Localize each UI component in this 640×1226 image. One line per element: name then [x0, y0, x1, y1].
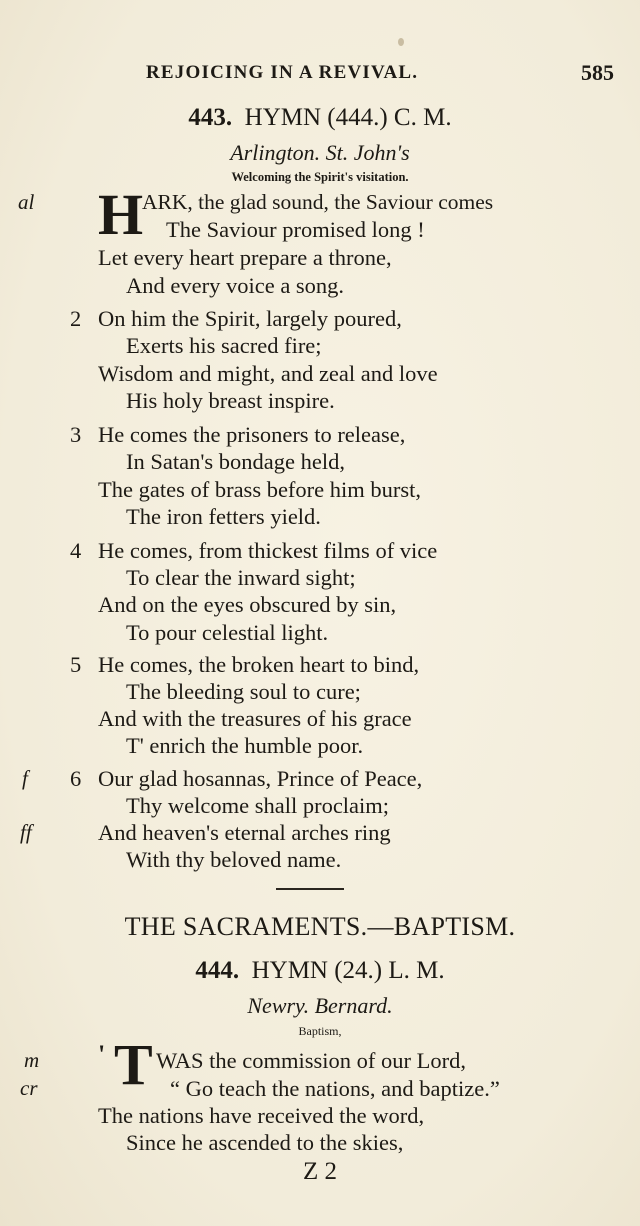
verse-line: To pour celestial light. [126, 620, 329, 645]
verse-line: He comes the prisoners to release, [98, 422, 406, 447]
hymn-443-dropcap: H [98, 182, 144, 247]
margin-mark-ff: ff [20, 820, 32, 844]
section-divider [276, 888, 344, 890]
hymn-444-dropcap: T [114, 1032, 153, 1097]
verse-line: T' enrich the humble poor. [126, 733, 364, 758]
hymn-443-number: 443. [188, 104, 233, 131]
verse-line: And with the treasures of his grace [98, 706, 412, 731]
verse-line: Our glad hosannas, Prince of Peace, [98, 766, 423, 791]
verse-line: With thy beloved name. [126, 847, 342, 872]
hymn-443-subject: Welcoming the Spirit's visitation. [231, 170, 409, 184]
hymn-444-subject: Baptism, [298, 1024, 342, 1038]
hymn-444-header [0, 957, 640, 985]
section-heading: THE SACRAMENTS.—BAPTISM. [124, 912, 516, 941]
verse-line: Let every heart prepare a throne, [98, 245, 392, 270]
signature-mark: Z 2 [302, 1158, 338, 1185]
running-head: REJOICING IN A REVIVAL. [146, 62, 419, 83]
verse-line: ARK, the glad sound, the Saviour comes [142, 190, 494, 214]
verse-line: The Saviour promised long ! [166, 217, 425, 242]
verse-line: And heaven's eternal arches ring [98, 820, 391, 845]
stanza-number: 2 [70, 306, 82, 331]
hymn-443-title: HYMN (444.) C. M. [244, 104, 452, 131]
verse-line: The gates of brass before him burst, [98, 477, 422, 502]
verse-line: Since he ascended to the skies, [126, 1130, 404, 1155]
ink-speck [398, 38, 404, 46]
stanza-number: 3 [70, 422, 82, 447]
hymn-443-tunes: Arlington. St. John's [230, 140, 410, 165]
hymn-444-title: HYMN (24.) L. M. [251, 957, 445, 984]
verse-line: Thy welcome shall proclaim; [126, 793, 390, 818]
verse-line: He comes, the broken heart to bind, [98, 652, 420, 677]
verse-line: To clear the inward sight; [126, 565, 356, 590]
verse-line: And every voice a song. [126, 273, 345, 298]
hymn-444-number: 444. [195, 957, 240, 984]
verse-line: The nations have received the word, [98, 1103, 425, 1128]
page-number: 585 [581, 60, 614, 85]
verse-line: On him the Spirit, largely poured, [98, 306, 402, 331]
hymn-444-tunes: Newry. Bernard. [247, 993, 393, 1018]
verse-line: WAS the commission of our Lord, [156, 1048, 466, 1073]
verse-line: He comes, from thickest films of vice [98, 538, 438, 563]
opening-quote: ' [98, 1040, 106, 1069]
verse-line: And on the eyes obscured by sin, [98, 592, 397, 617]
stanza-number: 4 [70, 538, 82, 563]
hymn-443-header [0, 104, 640, 132]
verse-line: His holy breast inspire. [126, 388, 335, 413]
verse-line: Wisdom and might, and zeal and love [98, 361, 438, 386]
margin-mark-cr: cr [20, 1076, 38, 1100]
stanza-number: 5 [70, 652, 82, 677]
margin-mark-al: al [18, 190, 35, 214]
verse-line: “ Go teach the nations, and baptize.” [170, 1076, 500, 1101]
margin-mark-m: m [24, 1048, 40, 1072]
verse-line: The bleeding soul to cure; [126, 679, 361, 704]
verse-line: In Satan's bondage held, [126, 449, 346, 474]
stanza-number: 6 [70, 766, 82, 791]
verse-line: Exerts his sacred fire; [126, 333, 322, 358]
margin-mark-f: f [22, 766, 28, 790]
verse-line: The iron fetters yield. [126, 504, 321, 529]
